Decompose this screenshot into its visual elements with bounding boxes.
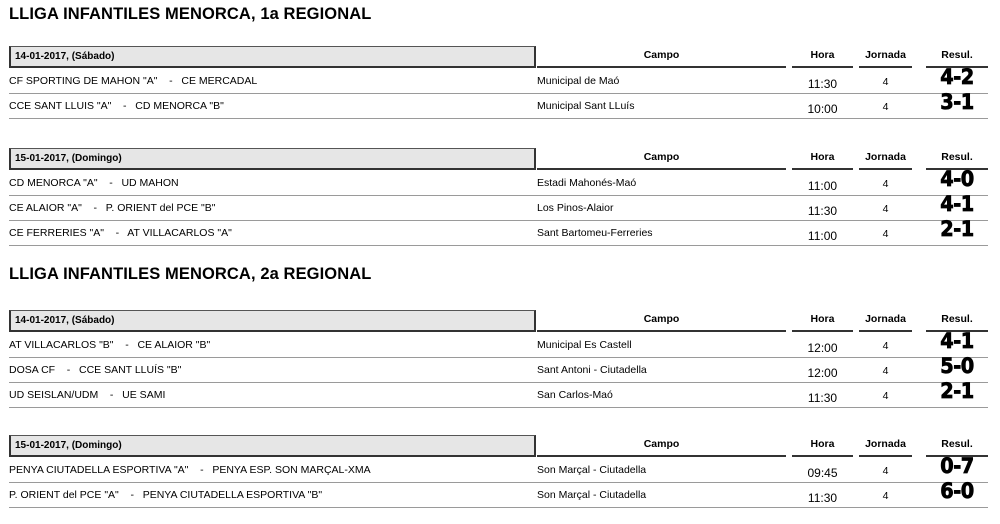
match-venue: Municipal Es Castell xyxy=(537,339,632,351)
column-header-jornada: Jornada xyxy=(859,148,912,170)
date-header: 15-01-2017, (Domingo) xyxy=(9,148,536,170)
match-teams: CCE SANT LLUIS "A" - CD MENORCA "B" xyxy=(9,100,224,112)
match-round: 4 xyxy=(882,228,889,240)
column-header-resul: Resul. xyxy=(926,310,988,332)
match-round: 4 xyxy=(882,390,889,402)
match-venue: Son Marçal - Ciutadella xyxy=(537,489,647,501)
match-row xyxy=(9,65,988,94)
column-header-hora: Hora xyxy=(792,46,853,68)
match-time: 12:00 xyxy=(807,341,838,355)
match-teams: DOSA CF - CCE SANT LLUÍS "B" xyxy=(9,364,182,376)
match-time: 10:00 xyxy=(807,102,838,116)
match-round: 4 xyxy=(882,340,889,352)
match-venue: Municipal de Maó xyxy=(537,75,620,87)
match-teams: CD MENORCA "A" - UD MAHON xyxy=(9,177,179,189)
match-round: 4 xyxy=(882,490,889,502)
match-venue: Sant Bartomeu-Ferreries xyxy=(537,227,653,239)
match-result: 2-1 xyxy=(940,217,974,241)
match-result: 0-7 xyxy=(940,454,974,478)
match-venue: Son Marçal - Ciutadella xyxy=(537,464,647,476)
match-venue: San Carlos-Maó xyxy=(537,389,613,401)
match-venue: Estadi Mahonés-Maó xyxy=(537,177,637,189)
column-header-jornada: Jornada xyxy=(859,46,912,68)
match-round: 4 xyxy=(882,203,889,215)
column-header-hora: Hora xyxy=(792,148,853,170)
match-time: 09:45 xyxy=(807,466,838,480)
match-round: 4 xyxy=(882,365,889,377)
date-header: 14-01-2017, (Sábado) xyxy=(9,46,536,68)
match-teams: CE FERRERIES "A" - AT VILLACARLOS "A" xyxy=(9,227,232,239)
date-header: 14-01-2017, (Sábado) xyxy=(9,310,536,332)
match-row xyxy=(9,329,988,358)
column-header-campo: Campo xyxy=(537,46,786,68)
column-header-campo: Campo xyxy=(537,310,786,332)
match-round: 4 xyxy=(882,178,889,190)
match-teams: CE ALAIOR "A" - P. ORIENT del PCE "B" xyxy=(9,202,216,214)
match-teams: UD SEISLAN/UDM - UE SAMI xyxy=(9,389,166,401)
match-row xyxy=(9,479,988,508)
match-teams: AT VILLACARLOS "B" - CE ALAIOR "B" xyxy=(9,339,211,351)
match-venue: Sant Antoni - Ciutadella xyxy=(537,364,647,376)
match-venue: Municipal Sant LLuís xyxy=(537,100,635,112)
match-teams: PENYA CIUTADELLA ESPORTIVA "A" - PENYA ESP. SON MARÇAL-XMA xyxy=(9,464,371,476)
column-header-hora: Hora xyxy=(792,435,853,457)
match-result: 6-0 xyxy=(940,479,974,503)
column-header-resul: Resul. xyxy=(926,435,988,457)
column-header-hora: Hora xyxy=(792,310,853,332)
match-row xyxy=(9,192,988,221)
match-time: 11:00 xyxy=(807,179,838,193)
match-row xyxy=(9,90,988,119)
match-row xyxy=(9,379,988,408)
match-result: 4-1 xyxy=(940,192,974,216)
match-round: 4 xyxy=(882,76,889,88)
match-time: 11:30 xyxy=(807,491,838,505)
match-time: 12:00 xyxy=(807,366,838,380)
match-result: 3-1 xyxy=(940,90,974,114)
match-time: 11:30 xyxy=(807,391,838,405)
column-header-jornada: Jornada xyxy=(859,310,912,332)
league-title-1a-regional: LLIGA INFANTILES MENORCA, 1a REGIONAL xyxy=(9,5,372,23)
league-title-2a-regional: LLIGA INFANTILES MENORCA, 2a REGIONAL xyxy=(9,265,372,283)
column-header-campo: Campo xyxy=(537,435,786,457)
match-venue: Los Pinos-Alaior xyxy=(537,202,614,214)
column-header-jornada: Jornada xyxy=(859,435,912,457)
date-header: 15-01-2017, (Domingo) xyxy=(9,435,536,457)
match-row xyxy=(9,454,988,483)
match-result: 4-2 xyxy=(940,65,974,89)
match-teams: CF SPORTING DE MAHON "A" - CE MERCADAL xyxy=(9,75,258,87)
match-round: 4 xyxy=(882,465,889,477)
match-row xyxy=(9,167,988,196)
column-header-campo: Campo xyxy=(537,148,786,170)
match-time: 11:30 xyxy=(807,77,838,91)
match-round: 4 xyxy=(882,101,889,113)
match-result: 4-0 xyxy=(940,167,974,191)
match-result: 2-1 xyxy=(940,379,974,403)
column-header-resul: Resul. xyxy=(926,148,988,170)
match-result: 4-1 xyxy=(940,329,974,353)
match-teams: P. ORIENT del PCE "A" - PENYA CIUTADELLA ESPORTIVA "B" xyxy=(9,489,323,501)
match-result: 5-0 xyxy=(940,354,974,378)
match-time: 11:00 xyxy=(807,229,838,243)
match-row xyxy=(9,354,988,383)
match-row xyxy=(9,217,988,246)
column-header-resul: Resul. xyxy=(926,46,988,68)
match-time: 11:30 xyxy=(807,204,838,218)
